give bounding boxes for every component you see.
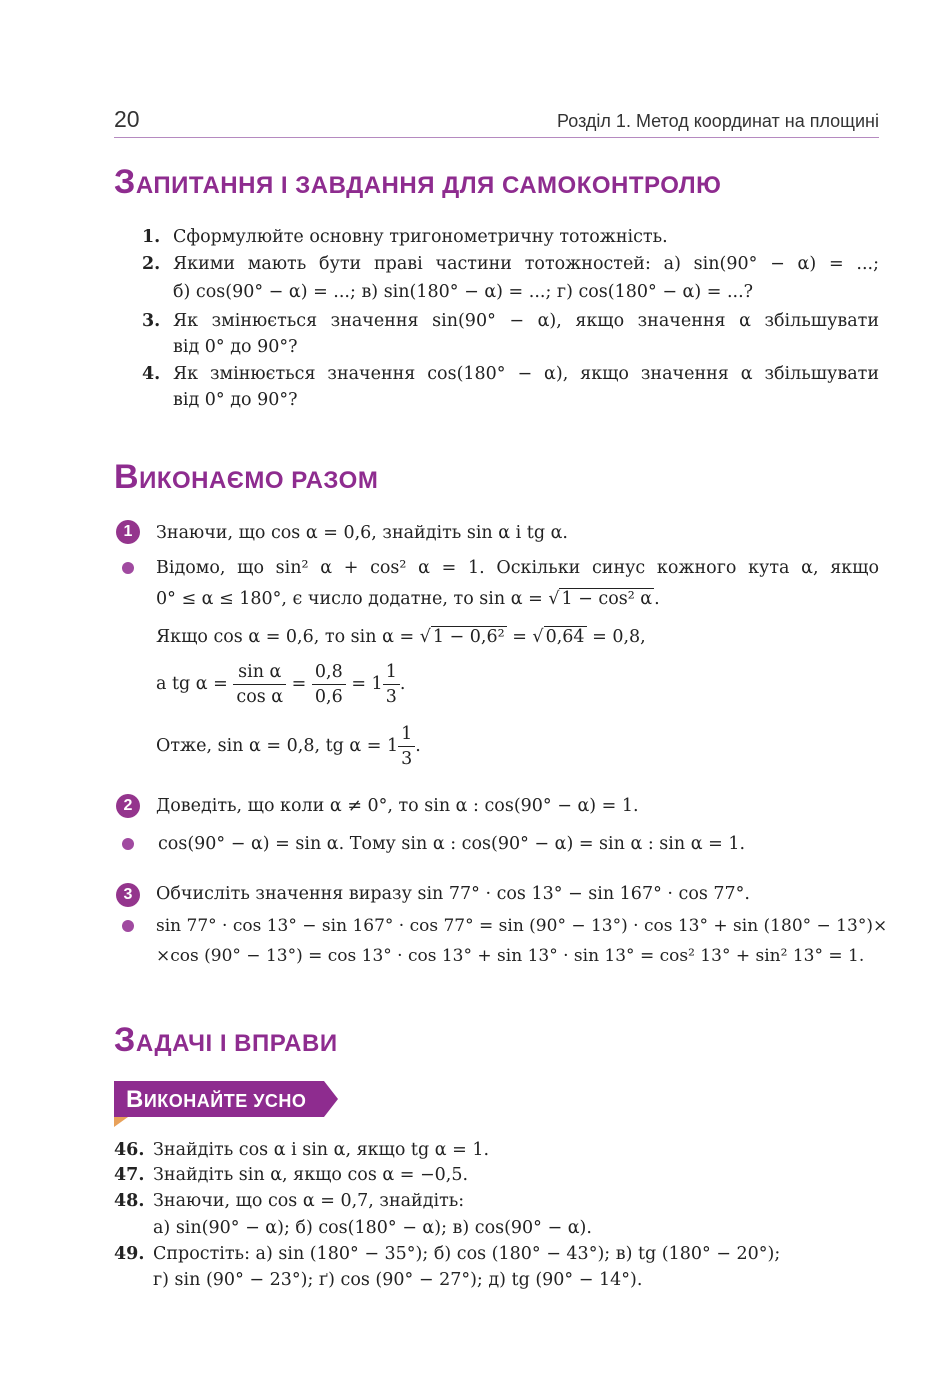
solution-bullet-icon <box>122 562 134 574</box>
problem-text-continued: г) sin (90° − 23°); ґ) cos (90° − 27°); д) tg (90° − 14°). <box>153 1270 643 1290</box>
problem-number: 49. <box>114 1244 145 1264</box>
section-title-do-together: ВИКОНАЄМО РАЗОМ <box>114 458 379 496</box>
example-number-badge: 2 <box>116 794 140 818</box>
question-text: Сформулюйте основну тригонометричну тотожність. <box>173 227 668 247</box>
fraction: $\frac{0,8}{0,6}$ <box>312 660 346 709</box>
solution-line-fraction: а tg α = $\frac{\text{sin α}}{\text{cos α}}$ = $\frac{0,8}{0,6}$ = 1 $\frac{1}{3}$ . <box>156 662 406 707</box>
problem-number: 48. <box>114 1191 145 1211</box>
problem-number: 46. <box>114 1140 145 1160</box>
solution-line: Якщо cos α = 0,6, то sin α = √ 1 − 0,6² = √ 0,64 = 0,8, <box>156 627 646 647</box>
fraction: $\frac{\text{sin α}}{\text{cos α}}$ <box>233 660 286 709</box>
fraction: $\frac{1}{3}$ <box>398 722 415 771</box>
question-text-continued: від 0° до 90°? <box>173 390 298 410</box>
question-text: Якими мають бути праві частини тотожностей: а) sin(90° − α) = ...; <box>173 254 879 274</box>
solution-line: ×cos (90° − 13°) = cos 13° · cos 13° + sin 13° · sin 13° = cos² 13° + sin² 13° = 1. <box>156 946 865 966</box>
solution-line: sin 77° · cos 13° − sin 167° · cos 77° = sin (90° − 13°) · cos 13° + sin (180° − 13°)× <box>156 916 888 936</box>
question-number: 1. <box>142 227 161 247</box>
solution-line: Відомо, що sin² α + cos² α = 1. Оскільки синус кожного кута α, якщо <box>156 558 879 578</box>
problem-text: Знайдіть sin α, якщо cos α = −0,5. <box>153 1165 469 1185</box>
problem-text: Спростіть: а) sin (180° − 35°); б) cos (180° − 43°); в) tg (180° − 20°); <box>153 1244 781 1264</box>
question-text: Як змінюється значення cos(180° − α), якщо значення α збільшувати <box>173 364 879 384</box>
solution-conclusion: Отже, sin α = 0,8, tg α = 1 $\frac{1}{3}$ . <box>156 724 421 769</box>
example-task: Обчисліть значення виразу sin 77° · cos 13° − sin 167° · cos 77°. <box>156 884 750 904</box>
example-task: Доведіть, що коли α ≠ 0°, то sin α : cos(90° − α) = 1. <box>156 796 639 816</box>
header-divider <box>114 137 879 138</box>
fraction: $\frac{1}{3}$ <box>383 660 400 709</box>
question-number: 4. <box>142 364 161 384</box>
problem-text: Знаючи, що cos α = 0,7, знайдіть: <box>153 1191 465 1211</box>
problem-text-continued: а) sin(90° − α); б) cos(180° − α); в) cos(90° − α). <box>153 1218 592 1238</box>
question-text-continued: від 0° до 90°? <box>173 337 298 357</box>
chapter-title: Розділ 1. Метод координат на площині <box>557 111 879 131</box>
section-title-problems: ЗАДАЧІ І ВПРАВИ <box>114 1021 338 1059</box>
example-task: Знаючи, що cos α = 0,6, знайдіть sin α і tg α. <box>156 523 568 543</box>
page-number: 20 <box>114 106 140 132</box>
oral-exercises-label: ВИКОНАЙТЕ УСНО <box>126 1086 307 1113</box>
solution-bullet-icon <box>122 838 134 850</box>
example-number-badge: 1 <box>116 520 140 544</box>
example-number-badge: 3 <box>116 883 140 907</box>
solution-line: cos(90° − α) = sin α. Тому sin α : cos(90° − α) = sin α : sin α = 1. <box>158 834 746 854</box>
section-title-self-control: ЗАПИТАННЯ І ЗАВДАННЯ ДЛЯ САМОКОНТРОЛЮ <box>114 163 722 201</box>
question-text: Як змінюється значення sin(90° − α), якщо значення α збільшувати <box>173 311 879 331</box>
solution-bullet-icon <box>122 920 134 932</box>
solution-line: 0° ≤ α ≤ 180°, є число додатне, то sin α = √ 1 − cos² α . <box>156 589 660 609</box>
question-text-continued: б) cos(90° − α) = ...; в) sin(180° − α) = ...; г) cos(180° − α) = ...? <box>173 282 754 302</box>
problem-number: 47. <box>114 1165 145 1185</box>
problem-text: Знайдіть cos α і sin α, якщо tg α = 1. <box>153 1140 490 1160</box>
question-number: 2. <box>142 254 161 274</box>
question-number: 3. <box>142 311 161 331</box>
